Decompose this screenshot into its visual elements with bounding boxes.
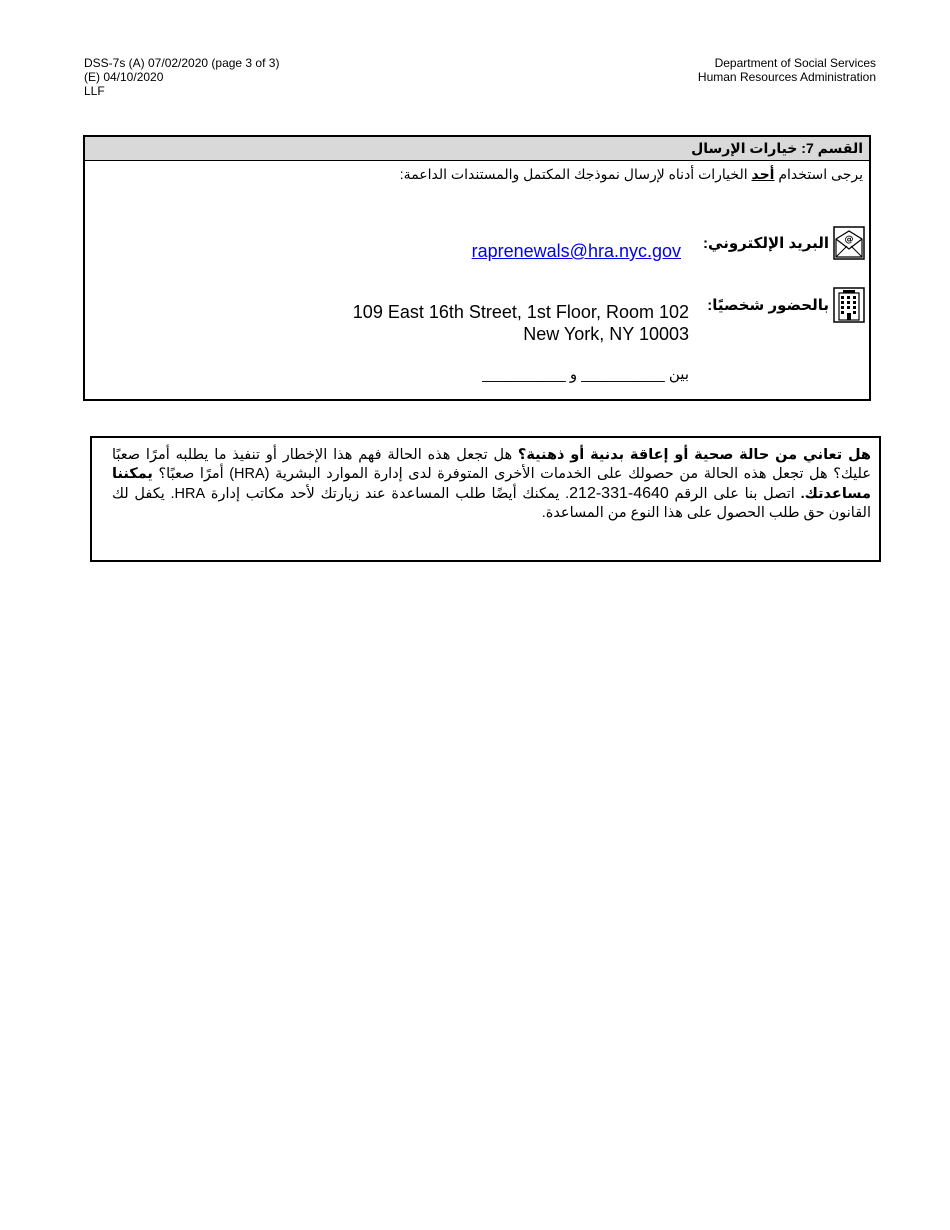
administration-name: Human Resources Administration bbox=[697, 70, 876, 84]
section-title: القسم 7: خيارات الإرسال bbox=[85, 137, 869, 161]
address-line-2: New York, NY 10003 bbox=[523, 324, 689, 344]
email-label: البريد الإلكتروني: bbox=[703, 235, 829, 252]
disability-assistance-notice bbox=[90, 436, 881, 562]
form-edition-date: (E) 04/10/2020 bbox=[84, 70, 164, 84]
in-person-option bbox=[707, 287, 865, 323]
email-option bbox=[703, 225, 865, 261]
notice-question: هل تعاني من حالة صحية أو إعاقة بدنية أو ذهنية؟ bbox=[517, 447, 871, 463]
section-7-submission-options bbox=[83, 135, 871, 401]
phone-number: 212-331-4640 bbox=[569, 485, 669, 502]
form-code: LLF bbox=[84, 84, 105, 98]
instruction-text-end: الخيارات أدناه لإرسال نموذجك المكتمل والمستندات الداعمة: bbox=[399, 166, 752, 182]
svg-text:@: @ bbox=[844, 235, 854, 245]
form-id-block bbox=[84, 56, 279, 98]
department-name: Department of Social Services bbox=[714, 56, 876, 70]
instruction-text: يرجى استخدام bbox=[774, 166, 863, 182]
envelope-at-icon bbox=[833, 225, 865, 261]
notice-paragraph bbox=[112, 446, 871, 523]
agency-block bbox=[698, 56, 876, 84]
section-instruction bbox=[85, 166, 869, 183]
notice-text-2: اتصل بنا على الرقم bbox=[668, 486, 801, 502]
office-address bbox=[353, 301, 689, 345]
form-number: DSS-7s (A) 07/02/2020 (page 3 of 3) bbox=[84, 56, 280, 70]
address-line-1: 109 East 16th Street, 1st Floor, Room 102 bbox=[352, 302, 689, 322]
notice-text-1: هل تجعل هذه الحالة فهم هذا الإخطار أو تنفيذ ما يطلبه أمرًا صعبًا عليك؟ هل تجعل هذه الحالة من حصولك على الخدمات الأخرى المتوفرة لدى إدارة الموارد البشرية (HRA) أمرًا صعبًا؟ bbox=[112, 447, 871, 482]
in-person-label: بالحضور شخصيًا: bbox=[707, 297, 829, 314]
notice-text-3: . يمكنك أيضًا طلب المساعدة عند زيارتك لأحد مكاتب إدارة HRA. يكفل لك القانون حق طلب الحصول على هذا النوع من المساعدة. bbox=[112, 486, 871, 521]
notice-help-statement: يمكننا مساعدتك. bbox=[112, 466, 871, 502]
building-icon bbox=[833, 287, 865, 323]
email-address-link[interactable]: raprenewals@hra.nyc.gov bbox=[471, 241, 681, 261]
instruction-emphasis: أحد bbox=[751, 166, 775, 182]
office-hours-blank: بين __________ و __________ bbox=[482, 366, 689, 383]
